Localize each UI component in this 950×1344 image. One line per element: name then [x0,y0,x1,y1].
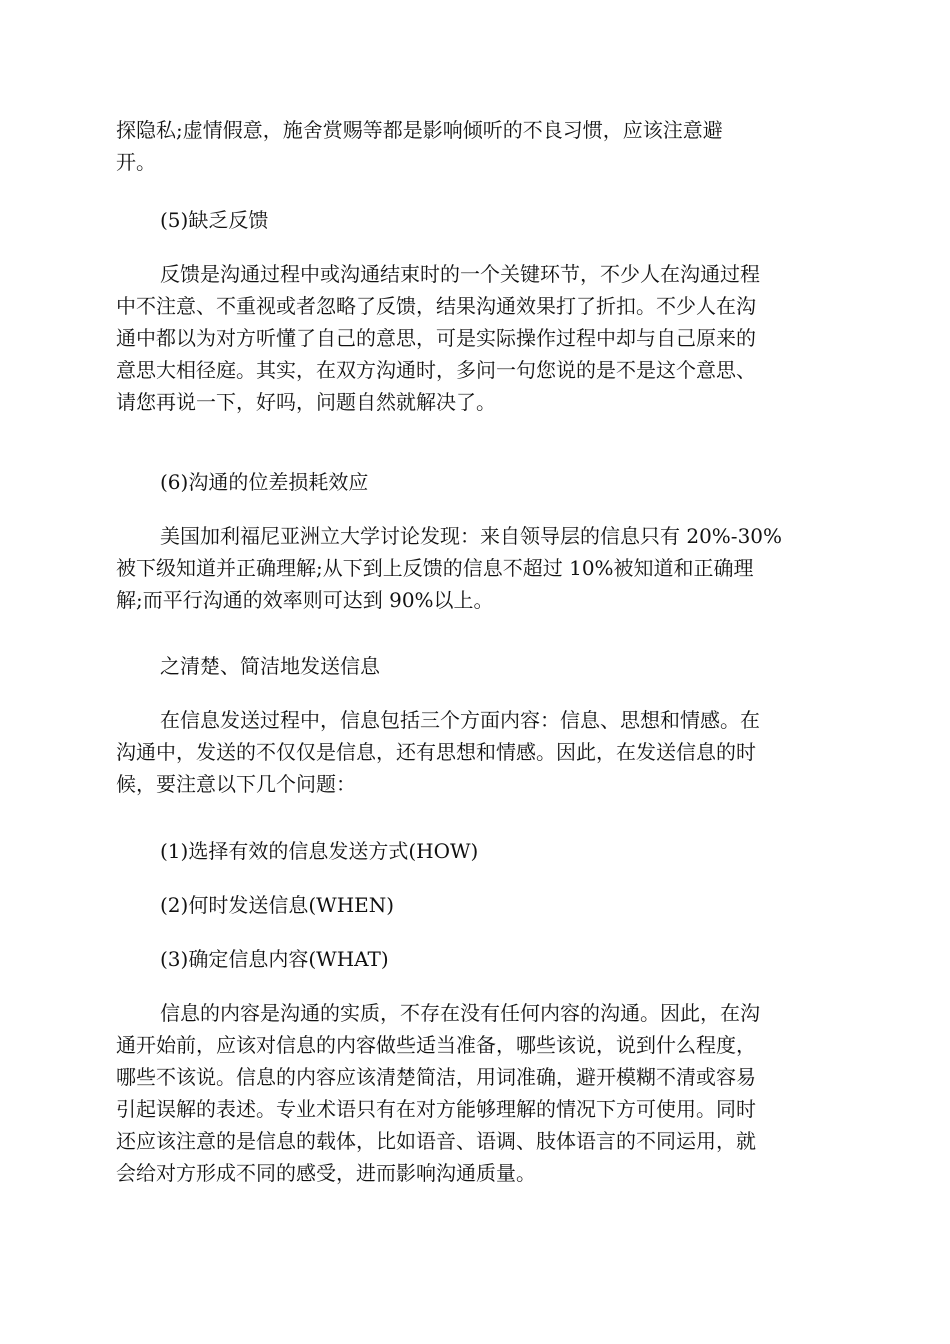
text-line: 解;而平行沟通的效率则可达到 90%以上。 [116,588,494,612]
text-line: 反馈是沟通过程中或沟通结束时的一个关键环节，不少人在沟通过程 [160,262,760,286]
text-line: 引起误解的表述。专业术语只有在对方能够理解的情况下方可使用。同时 [116,1097,756,1121]
text-line: 会给对方形成不同的感受，进而影响沟通质量。 [116,1161,536,1185]
text-line: 候，要注意以下几个问题： [116,772,356,796]
text-line: 美国加利福尼亚洲立大学讨论发现：来自领导层的信息只有 20%-30% [160,524,783,548]
list-item-when [116,889,836,921]
text-line: 请您再说一下，好吗，问题自然就解决了。 [116,390,496,414]
paragraph [116,114,836,178]
text-line: (5)缺乏反馈 [160,208,269,232]
text-line: 被下级知道并正确理解;从下到上反馈的信息不超过 10%被知道和正确理 [116,556,754,580]
text-line: 意思大相径庭。其实，在双方沟通时，多问一句您说的是不是这个意思、 [116,358,756,382]
text-line: 中不注意、不重视或者忽略了反馈，结果沟通效果打了折扣。不少人在沟 [116,294,756,318]
paragraph [116,258,836,418]
paragraph [116,520,836,616]
text-line: 之清楚、简洁地发送信息 [160,654,380,678]
heading-position-loss-effect [116,466,836,498]
text-line: 信息的内容是沟通的实质，不存在没有任何内容的沟通。因此，在沟 [160,1001,760,1025]
heading-lack-of-feedback [116,204,836,236]
list-item-how [116,835,836,867]
text-line: (6)沟通的位差损耗效应 [160,470,369,494]
text-line: 还应该注意的是信息的载体，比如语音、语调、肢体语言的不同运用，就 [116,1129,756,1153]
text-line: 哪些不该说。信息的内容应该清楚简洁，用词准确，避开模糊不清或容易 [116,1065,756,1089]
text-line: 在信息发送过程中，信息包括三个方面内容：信息、思想和情感。在 [160,708,760,732]
text-line: 开。 [116,150,156,174]
text-line: 通开始前，应该对信息的内容做些适当准备，哪些该说，说到什么程度， [116,1033,756,1057]
paragraph [116,997,836,1189]
list-item-what [116,943,836,975]
text-line: 沟通中，发送的不仅仅是信息，还有思想和情感。因此，在发送信息的时 [116,740,756,764]
text-line: (3)确定信息内容(WHAT) [160,947,389,971]
paragraph [116,704,836,800]
text-line: (2)何时发送信息(WHEN) [160,893,395,917]
text-line: 通中都以为对方听懂了自己的意思，可是实际操作过程中却与自己原来的 [116,326,756,350]
text-line: 探隐私;虚情假意，施舍赏赐等都是影响倾听的不良习惯，应该注意避 [116,118,723,142]
text-line: (1)选择有效的信息发送方式(HOW) [160,839,479,863]
heading-send-clearly [116,650,836,682]
